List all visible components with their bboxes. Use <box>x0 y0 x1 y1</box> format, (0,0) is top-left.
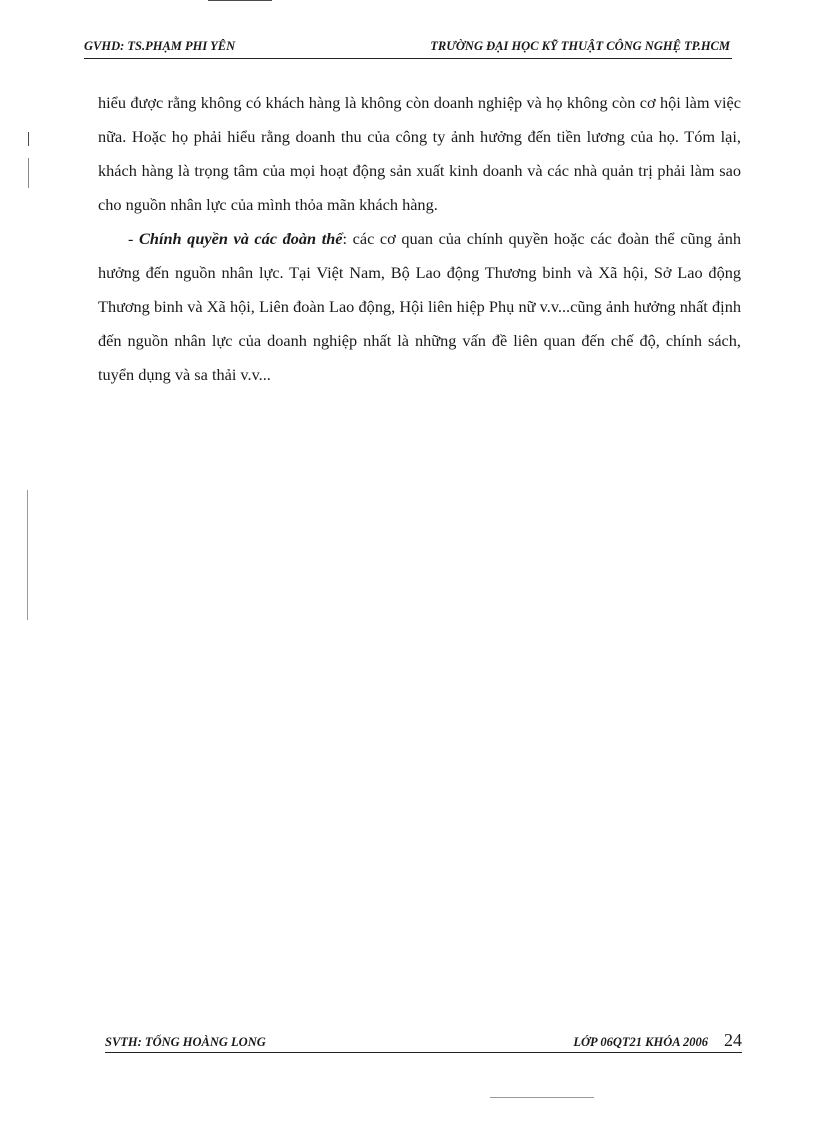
page-number: 24 <box>724 1030 742 1050</box>
paragraph-text: : các cơ quan của chính quyền hoặc các đoàn thể cũng ảnh hưởng đến nguồn nhân lực. Tại Việt Nam, Bộ Lao động Thương binh và Xã hội, Sở Lao động Thương binh và Xã hội, Liên đoàn Lao động, Hội liên hiệp Phụ nữ v.v...cũng ảnh hưởng nhất định đến nguồn nhân lực của doanh nghiệp nhất là những vấn đề liên quan đến chế độ, chính sách, tuyển dụng và sa thải v.v... <box>98 229 741 384</box>
paragraph-customers: hiểu được rằng không có khách hàng là không còn doanh nghiệp và họ không còn cơ hội làm việc nữa. Hoặc họ phải hiểu rằng doanh thu của công ty ảnh hưởng đến tiền lương của họ. Tóm lại, khách hàng là trọng tâm của mọi hoạt động sản xuất kinh doanh và các nhà quản trị phải làm sao cho nguồn nhân lực của mình thỏa mãn khách hàng. <box>98 93 741 214</box>
scan-mark-top <box>208 0 272 1</box>
header-university: TRƯỜNG ĐẠI HỌC KỸ THUẬT CÔNG NGHỆ TP.HCM <box>430 39 730 53</box>
scan-mark-bottom <box>490 1097 594 1098</box>
paragraph-bullet: - <box>128 229 140 248</box>
scan-mark-left-1 <box>28 132 29 146</box>
footer-class: LỚP 06QT21 KHÓA 2006 <box>573 1035 708 1049</box>
scan-mark-left-2 <box>28 158 29 188</box>
page-footer <box>105 1030 742 1053</box>
scan-mark-left-3 <box>27 490 28 620</box>
footer-student: SVTH: TỐNG HOÀNG LONG <box>105 1035 266 1049</box>
header-advisor: GVHD: TS.PHẠM PHI YÊN <box>84 39 236 53</box>
paragraph-heading: Chính quyền và các đoàn thể <box>139 229 343 248</box>
body-text <box>98 86 741 392</box>
page-header <box>84 36 732 59</box>
paragraph-government <box>98 222 741 392</box>
